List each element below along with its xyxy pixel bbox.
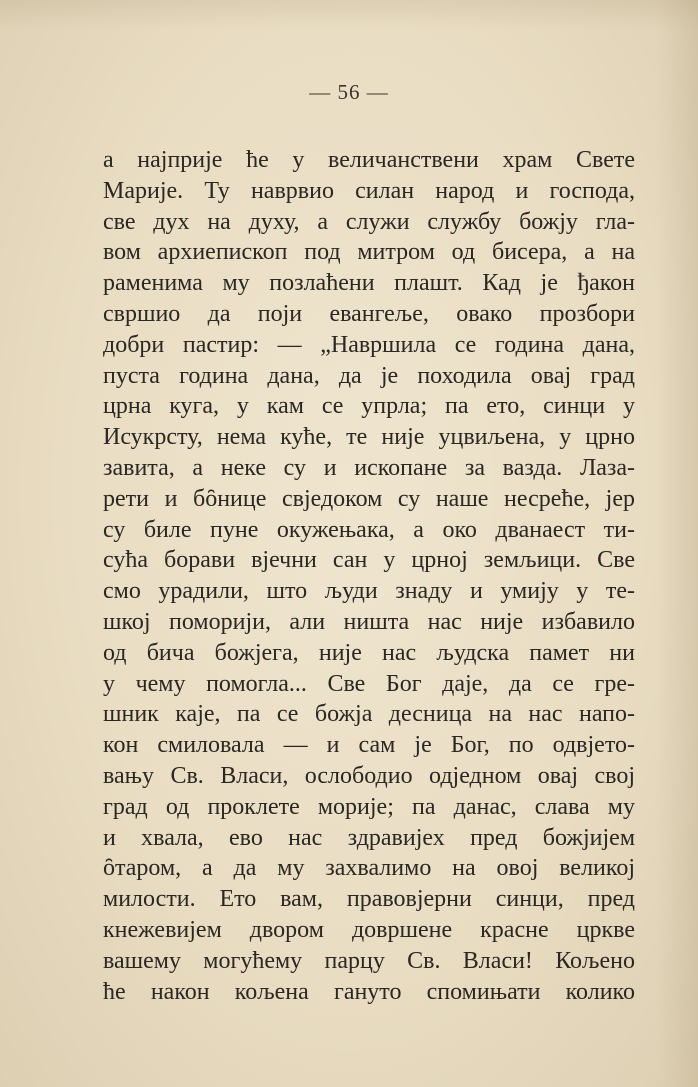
- text-line: су биле пуне окужењака, а око дванаест ти-: [103, 516, 635, 543]
- text-line: шник каје, па се божја десница на нас напо-: [103, 701, 635, 728]
- text-line: кнежевијем двором довршене красне цркве: [103, 916, 635, 943]
- text-line: у чему помогла... Све Бог даје, да се гре-: [103, 670, 635, 697]
- text-line: Исукрсту, нема куће, те није уцвиљена, у црно: [103, 424, 635, 451]
- text-line: црна куга, у кам се упрла; па ето, синци у: [103, 393, 635, 420]
- text-line: сућа борави вјечни сан у црној земљици. Све: [103, 547, 635, 574]
- body-text: [103, 145, 635, 1007]
- text-line: а најприје ће у величанствени храм Свете: [103, 147, 635, 173]
- text-line: вом архиепископ под митром од бисера, а на: [103, 239, 635, 266]
- text-line: пуста година дана, да је походила овај град: [103, 362, 635, 389]
- text-line: рети и бȏнице свједоком су наше несреће, јер: [103, 485, 635, 512]
- text-line: град од проклете морије; па данас, слава му: [103, 793, 635, 820]
- text-line: смо урадили, што људи знаду и умију у те-: [103, 578, 635, 605]
- text-line: од бича божјега, није нас људска памет ни: [103, 639, 635, 666]
- page-number: — 56 —: [309, 80, 389, 104]
- text-line: ȏтаром, а да му захвалимо на овој великој: [103, 855, 635, 882]
- text-line: свршио да поји евангеље, овако прозбори: [103, 300, 635, 327]
- text-line: завита, а неке су и ископане за вазда. Лаза-: [103, 454, 635, 481]
- text-line: све дух на духу, а служи службу божју гла-: [103, 208, 635, 235]
- text-line: и хвала, ево нас здравијех пред божјијем: [103, 824, 635, 851]
- page-right-shadow: [656, 0, 698, 1087]
- text-line: Марије. Ту наврвио силан народ и господа,: [103, 177, 635, 204]
- text-line: вању Св. Власи, ослободио одједном овај свој: [103, 762, 635, 789]
- text-line: вашему могућему парцу Св. Власи! Кољено: [103, 947, 635, 974]
- text-line: ће након кољена гануто спомињати колико: [103, 978, 635, 1005]
- text-line: кон смиловала — и сам је Бог, по одвјето-: [103, 732, 635, 759]
- text-line: милости. Ето вам, правовјерни синци, пред: [103, 886, 635, 913]
- text-line: раменима му позлаћени плашт. Кад је ђакон: [103, 270, 635, 297]
- text-line: добри пастир: — „Навршила се година дана,: [103, 331, 635, 358]
- page-top-shadow: [0, 0, 698, 30]
- text-line: шкој поморији, али ништа нас није избавило: [103, 608, 635, 635]
